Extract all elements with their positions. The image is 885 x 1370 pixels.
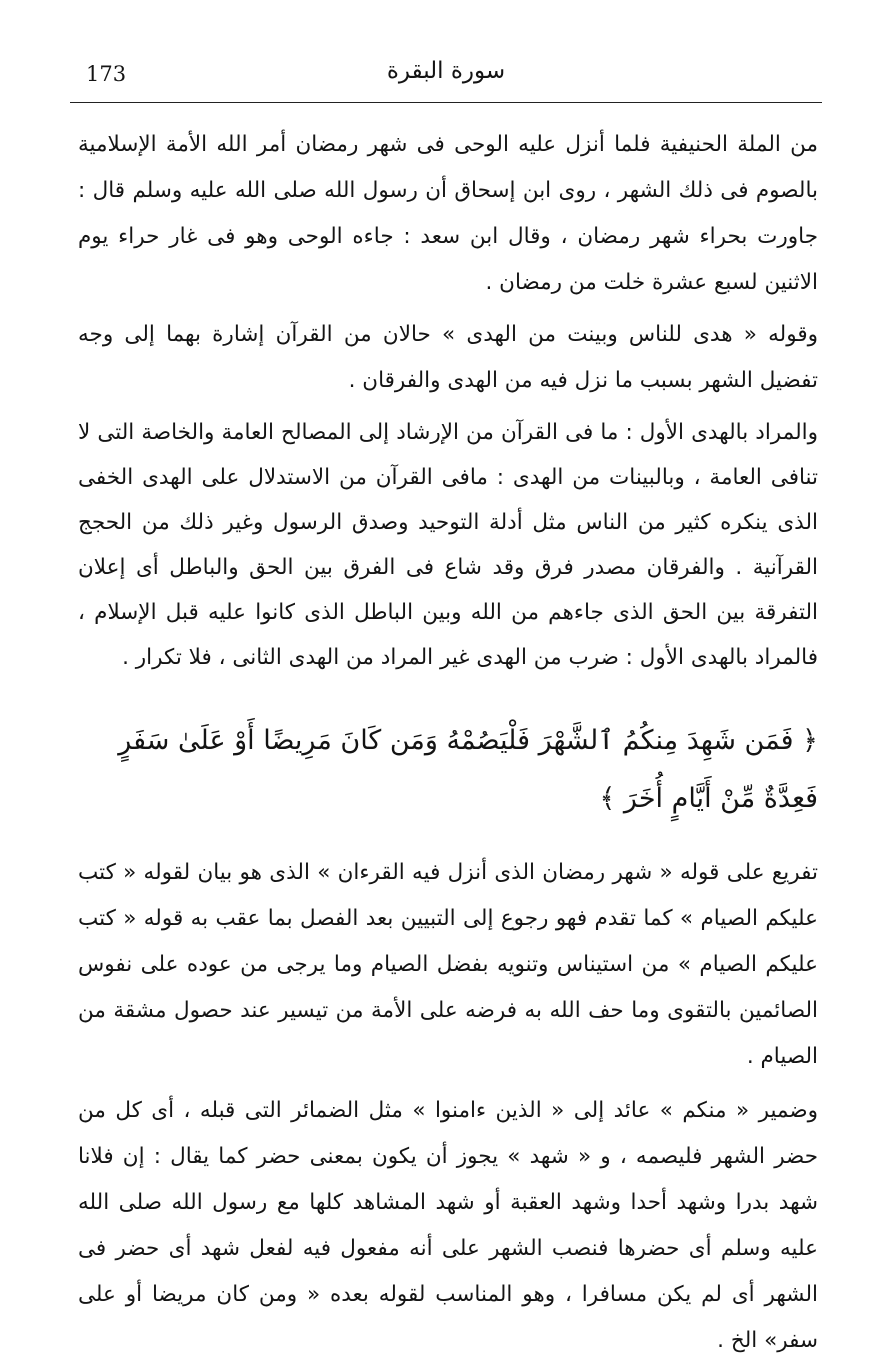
paragraph-1: من الملة الحنيفية فلما أنزل عليه الوحى فى شهر رمضان أمر الله الأمة الإسلامية بالصوم فى ذلك الشهر ، روى ابن إسحاق أن رسول الله صلى الله عليه وسلم قال : جاورت بحراء شهر رمضان ، وقال ابن سعد : جاءه الوحى وهو فى غار حراء يوم الاثنين لسبع عشرة خلت من رمضان . [78, 132, 818, 295]
paragraph-2: وقوله « هدى للناس وبينت من الهدى » حالان من القرآن إشارة بهما إلى وجه تفضيل الشهر بسبب ما نزل فيه من الهدى والفرقان . [78, 322, 818, 393]
paragraph-5: وضمير « منكم » عائد إلى « الذين ءامنوا » مثل الضمائر التى قبله ، أى كل من حضر الشهر فليصمه ، و « شهد » يجوز أن يكون بمعنى حضر كما يقال : إن فلانا شهد بدرا وشهد أحدا وشهد العقبة أو شهد المشاهد كلها مع رسول الله صلى الله عليه وسلم أى حضرها فنصب الشهر على أنه مفعول فيه لفعل شهد أى حضر فى الشهر أى لم يكن مسافرا ، وهو المناسب لقوله بعده « ومن كان مريضا أو على سفر» الخ . [78, 1098, 818, 1353]
paragraph-4: تفريع على قوله « شهر رمضان الذى أنزل فيه القرءان » الذى هو بيان لقوله « كتب عليكم الصيام » كما تقدم فهو رجوع إلى التبيين بعد الفصل بما عقب به قوله « كتب عليكم الصيام » من استيناس وتنويه بفضل الصيام وما يرجى من عوده على نفوس الصائمين بالتقوى وما حف الله به فرضه على الأمة من تيسير عند حصول مشقة من الصيام . [78, 860, 818, 1069]
body-text-upper [78, 122, 818, 680]
paragraph-3: والمراد بالهدى الأول : ما فى القرآن من الإرشاد إلى المصالح العامة والخاصة التى لا تنافى العامة ، وبالبينات من الهدى : مافى القرآن من الاستدلال على الهدى الخفى الذى ينكره كثير من الناس مثل أدلة التوحيد وصدق الرسول وغير ذلك من الحجج القرآنية . والفرقان مصدر فرق وقد شاع فى الفرق بين الحق والباطل أى إعلان التفرقة بين الحق الذى جاءهم من الله وبين الباطل الذى كانوا عليه قبل الإسلام ، فالمراد بالهدى الأول : ضرب من الهدى غير المراد من الهدى الثانى ، فلا تكرار . [78, 420, 818, 670]
page-header [70, 50, 822, 103]
quran-verse: ﴿ فَمَن شَهِدَ مِنكُمُ ٱلشَّهْرَ فَلْيَصُمْهُ وَمَن كَانَ مَرِيضًا أَوْ عَلَىٰ سَفَرٍ فَعِدَّةٌ مِّنْ أَيَّامٍ أُخَرَ ﴾ [118, 725, 818, 814]
surah-title: سورة البقرة [386, 58, 506, 84]
body-text-lower [78, 850, 818, 1364]
page-number: 173 [86, 62, 127, 86]
